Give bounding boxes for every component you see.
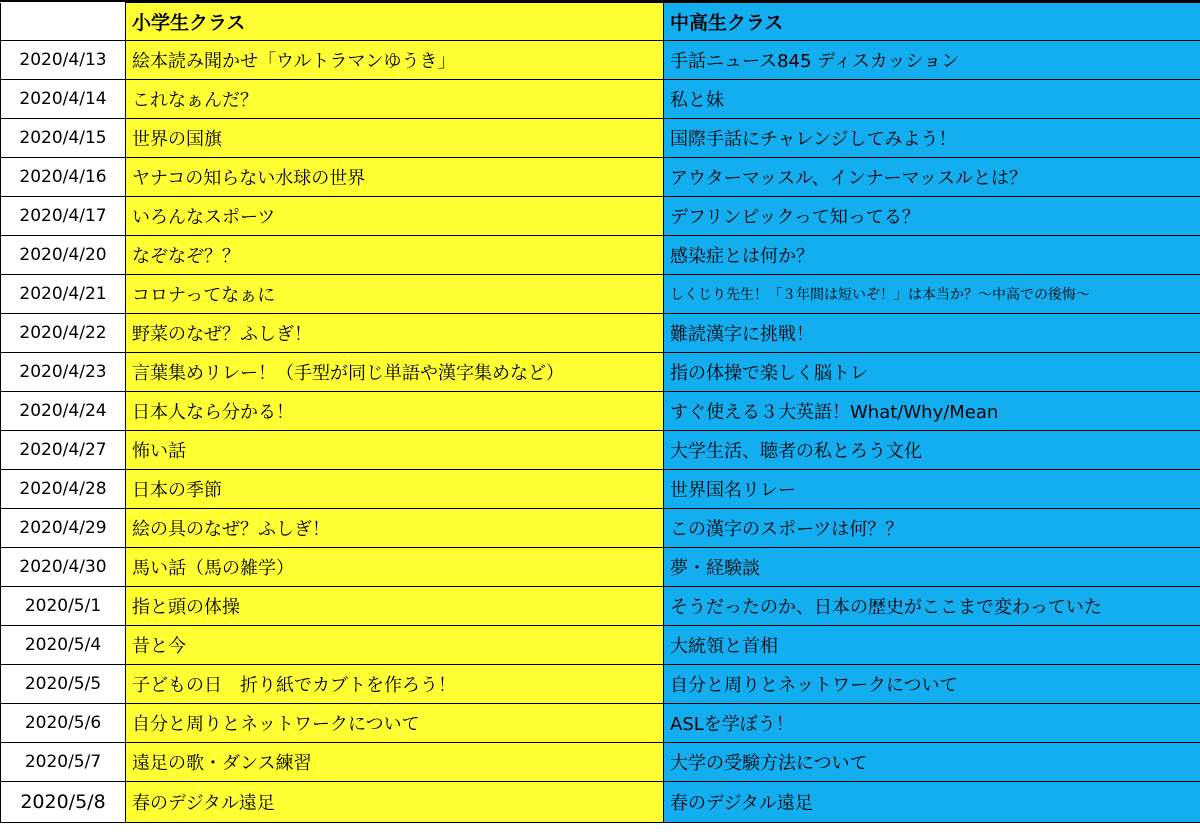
middle-high-cell[interactable]: 国際手話にチャレンジしてみよう！ xyxy=(664,119,1200,158)
middle-high-cell[interactable]: 世界国名リレー xyxy=(664,470,1200,509)
header-middle-high-class[interactable]: 中高生クラス xyxy=(664,3,1200,41)
middle-high-cell[interactable]: 手話ニュース845 ディスカッション xyxy=(664,41,1200,80)
middle-high-cell[interactable]: 自分と周りとネットワークについて xyxy=(664,665,1200,704)
header-elementary-class[interactable]: 小学生クラス xyxy=(126,3,664,41)
elementary-cell[interactable]: 春のデジタル遠足 xyxy=(126,782,664,823)
middle-high-cell[interactable]: しくじり先生！「３年間は短いぞ！」は本当か？〜中高での後悔〜 xyxy=(664,275,1200,314)
elementary-cell[interactable]: 遠足の歌・ダンス練習 xyxy=(126,743,664,782)
table-row xyxy=(1,782,1200,823)
date-cell[interactable]: 2020/4/21 xyxy=(1,275,126,314)
middle-high-cell[interactable]: 大学の受験方法について xyxy=(664,743,1200,782)
elementary-cell[interactable]: 指と頭の体操 xyxy=(126,587,664,626)
table-row xyxy=(1,275,1200,314)
table-row xyxy=(1,665,1200,704)
elementary-cell[interactable]: 怖い話 xyxy=(126,431,664,470)
date-cell[interactable]: 2020/4/17 xyxy=(1,197,126,236)
middle-high-cell[interactable]: 感染症とは何か？ xyxy=(664,236,1200,275)
middle-high-cell[interactable]: 大統領と首相 xyxy=(664,626,1200,665)
header-date-cell[interactable] xyxy=(1,3,126,41)
table-row xyxy=(1,314,1200,353)
table-row xyxy=(1,431,1200,470)
middle-high-cell[interactable]: アウターマッスル、インナーマッスルとは？ xyxy=(664,158,1200,197)
header-row xyxy=(1,3,1200,41)
elementary-cell[interactable]: 世界の国旗 xyxy=(126,119,664,158)
table-row xyxy=(1,509,1200,548)
middle-high-cell[interactable]: 指の体操で楽しく脳トレ xyxy=(664,353,1200,392)
elementary-cell[interactable]: 子どもの日 折り紙でカブトを作ろう！ xyxy=(126,665,664,704)
date-cell[interactable]: 2020/4/20 xyxy=(1,236,126,275)
date-cell[interactable]: 2020/4/13 xyxy=(1,41,126,80)
date-cell[interactable]: 2020/5/5 xyxy=(1,665,126,704)
middle-high-cell[interactable]: 大学生活、聴者の私とろう文化 xyxy=(664,431,1200,470)
table-row xyxy=(1,197,1200,236)
middle-high-cell[interactable]: ASLを学ぼう！ xyxy=(664,704,1200,743)
table-row xyxy=(1,743,1200,782)
elementary-cell[interactable]: 自分と周りとネットワークについて xyxy=(126,704,664,743)
middle-high-cell[interactable]: すぐ使える３大英語！What/Why/Mean xyxy=(664,392,1200,431)
middle-high-cell[interactable]: 難読漢字に挑戦！ xyxy=(664,314,1200,353)
table-row xyxy=(1,41,1200,80)
table-row xyxy=(1,704,1200,743)
date-cell[interactable]: 2020/4/14 xyxy=(1,80,126,119)
elementary-cell[interactable]: 日本人なら分かる！ xyxy=(126,392,664,431)
table-row xyxy=(1,626,1200,665)
table-row xyxy=(1,119,1200,158)
date-cell[interactable]: 2020/4/24 xyxy=(1,392,126,431)
date-cell[interactable]: 2020/5/7 xyxy=(1,743,126,782)
elementary-cell[interactable]: 日本の季節 xyxy=(126,470,664,509)
elementary-cell[interactable]: ヤナコの知らない水球の世界 xyxy=(126,158,664,197)
table-row xyxy=(1,158,1200,197)
middle-high-cell[interactable]: そうだったのか、日本の歴史がここまで変わっていた xyxy=(664,587,1200,626)
date-cell[interactable]: 2020/5/4 xyxy=(1,626,126,665)
elementary-cell[interactable]: いろんなスポーツ xyxy=(126,197,664,236)
elementary-cell[interactable]: 絵本読み聞かせ「ウルトラマンゆうき」 xyxy=(126,41,664,80)
date-cell[interactable]: 2020/5/8 xyxy=(1,782,126,823)
date-cell[interactable]: 2020/4/28 xyxy=(1,470,126,509)
middle-high-cell[interactable]: 私と妹 xyxy=(664,80,1200,119)
middle-high-cell[interactable]: 春のデジタル遠足 xyxy=(664,782,1200,823)
table-row xyxy=(1,80,1200,119)
date-cell[interactable]: 2020/5/6 xyxy=(1,704,126,743)
middle-high-cell[interactable]: デフリンピックって知ってる？ xyxy=(664,197,1200,236)
table-row xyxy=(1,236,1200,275)
table-row xyxy=(1,548,1200,587)
date-cell[interactable]: 2020/5/1 xyxy=(1,587,126,626)
middle-high-cell[interactable]: 夢・経験談 xyxy=(664,548,1200,587)
elementary-cell[interactable]: 言葉集めリレー！（手型が同じ単語や漢字集めなど） xyxy=(126,353,664,392)
elementary-cell[interactable]: なぞなぞ？？ xyxy=(126,236,664,275)
table-row xyxy=(1,470,1200,509)
table-row xyxy=(1,587,1200,626)
elementary-cell[interactable]: 絵の具のなぜ？ふしぎ！ xyxy=(126,509,664,548)
table-row xyxy=(1,392,1200,431)
date-cell[interactable]: 2020/4/23 xyxy=(1,353,126,392)
date-cell[interactable]: 2020/4/29 xyxy=(1,509,126,548)
date-cell[interactable]: 2020/4/16 xyxy=(1,158,126,197)
table-row xyxy=(1,353,1200,392)
elementary-cell[interactable]: 昔と今 xyxy=(126,626,664,665)
date-cell[interactable]: 2020/4/15 xyxy=(1,119,126,158)
date-cell[interactable]: 2020/4/27 xyxy=(1,431,126,470)
middle-high-cell[interactable]: この漢字のスポーツは何？？ xyxy=(664,509,1200,548)
date-cell[interactable]: 2020/4/22 xyxy=(1,314,126,353)
elementary-cell[interactable]: 野菜のなぜ？ふしぎ！ xyxy=(126,314,664,353)
elementary-cell[interactable]: 馬い話（馬の雑学） xyxy=(126,548,664,587)
schedule-table xyxy=(0,2,1200,823)
elementary-cell[interactable]: コロナってなぁに xyxy=(126,275,664,314)
date-cell[interactable]: 2020/4/30 xyxy=(1,548,126,587)
elementary-cell[interactable]: これなぁんだ？ xyxy=(126,80,664,119)
